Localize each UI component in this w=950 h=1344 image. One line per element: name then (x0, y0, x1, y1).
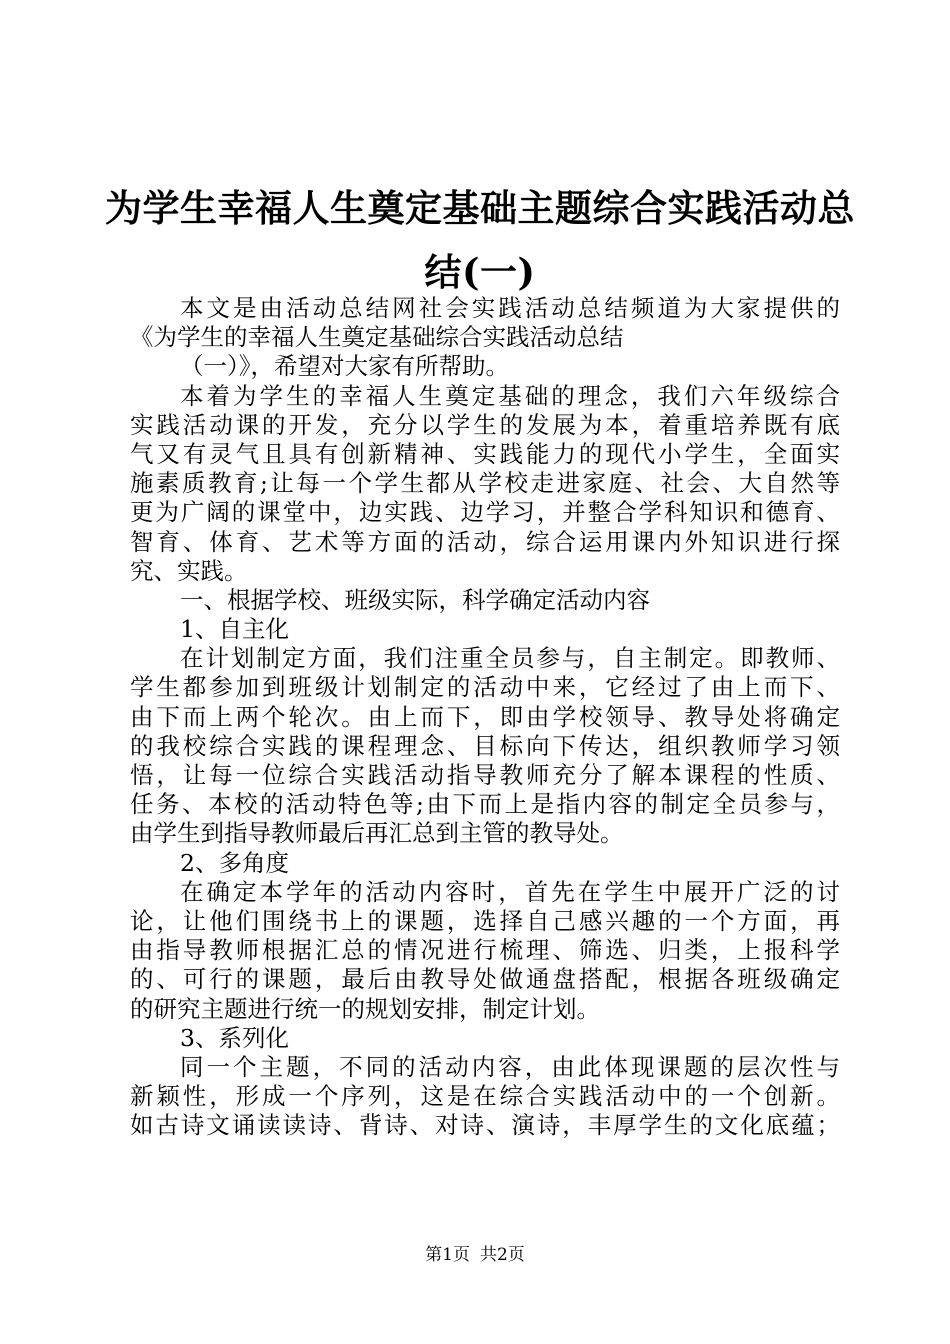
body-line: 更为广阔的课堂中，边实践、边学习，并整合学科知识和德育、 (130, 498, 840, 527)
body-line: 由指导教师根据汇总的情况进行梳理、筛选、归类，上报科学 (130, 936, 840, 965)
body-line: 如古诗文诵读读诗、背诗、对诗、演诗，丰厚学生的文化底蕴； (130, 1111, 840, 1140)
body-line: 本着为学生的幸福人生奠定基础的理念，我们六年级综合 (180, 381, 840, 410)
body-line: 同一个主题，不同的活动内容，由此体现课题的层次性与 (180, 1052, 840, 1081)
body-line: 实践活动课的开发，充分以学生的发展为本，着重培养既有底 (130, 410, 840, 439)
body-line: 在计划制定方面，我们注重全员参与，自主制定。即教师、 (180, 644, 840, 673)
body-line: 本文是由活动总结网社会实践活动总结频道为大家提供的 (180, 294, 840, 322)
body-line: 《为学生的幸福人生奠定基础综合实践活动总结 (130, 323, 624, 352)
body-line: 新颖性，形成一个序列，这是在综合实践活动中的一个创新。 (130, 1082, 840, 1111)
document-title-line-1: 为学生幸福人生奠定基础主题综合实践活动总 (105, 186, 855, 230)
body-line: 学生都参加到班级计划制定的活动中来，它经过了由上而下、 (130, 673, 840, 702)
body-line: 在确定本学年的活动内容时，首先在学生中展开广泛的讨 (180, 877, 840, 906)
page-footer (0, 1243, 950, 1267)
subsection-heading: 2、多角度 (180, 848, 289, 877)
document-body (130, 294, 840, 1140)
body-line: 由学生到指导教师最后再汇总到主管的教导处。 (130, 819, 624, 848)
body-line: 智育、体育、艺术等方面的活动，综合运用课内外知识进行探 (130, 527, 840, 556)
body-line: 任务、本校的活动特色等;由下而上是指内容的制定全员参与， (130, 790, 840, 819)
page-total: 共2页 (480, 1245, 525, 1265)
body-line: 气又有灵气且具有创新精神、实践能力的现代小学生，全面实 (130, 439, 840, 468)
body-line: （一）》，希望对大家有所帮助。 (180, 352, 509, 381)
body-line: 悟，让每一位综合实践活动指导教师充分了解本课程的性质、 (130, 761, 840, 789)
section-heading: 一、根据学校、班级实际，科学确定活动内容 (180, 585, 650, 614)
body-line: 的、可行的课题，最后由教导处做通盘搭配，根据各班级确定 (130, 965, 840, 994)
body-line: 的研究主题进行统一的规划安排，制定计划。 (130, 994, 600, 1023)
subsection-heading: 1、自主化 (180, 615, 289, 644)
document-title-line-2: 结(一) (424, 250, 536, 294)
body-line: 的我校综合实践的课程理念、目标向下传达，组织教师学习领 (130, 731, 840, 760)
body-line: 施素质教育;让每一个学生都从学校走进家庭、社会、大自然等 (130, 469, 840, 498)
body-line: 由下而上两个轮次。由上而下，即由学校领导、教导处将确定 (130, 702, 840, 731)
body-line: 论，让他们围绕书上的课题，选择自己感兴趣的一个方面，再 (130, 906, 840, 935)
body-line: 究、实践。 (130, 556, 248, 585)
page-number: 第1页 (425, 1245, 470, 1265)
subsection-heading: 3、系列化 (180, 1023, 289, 1052)
